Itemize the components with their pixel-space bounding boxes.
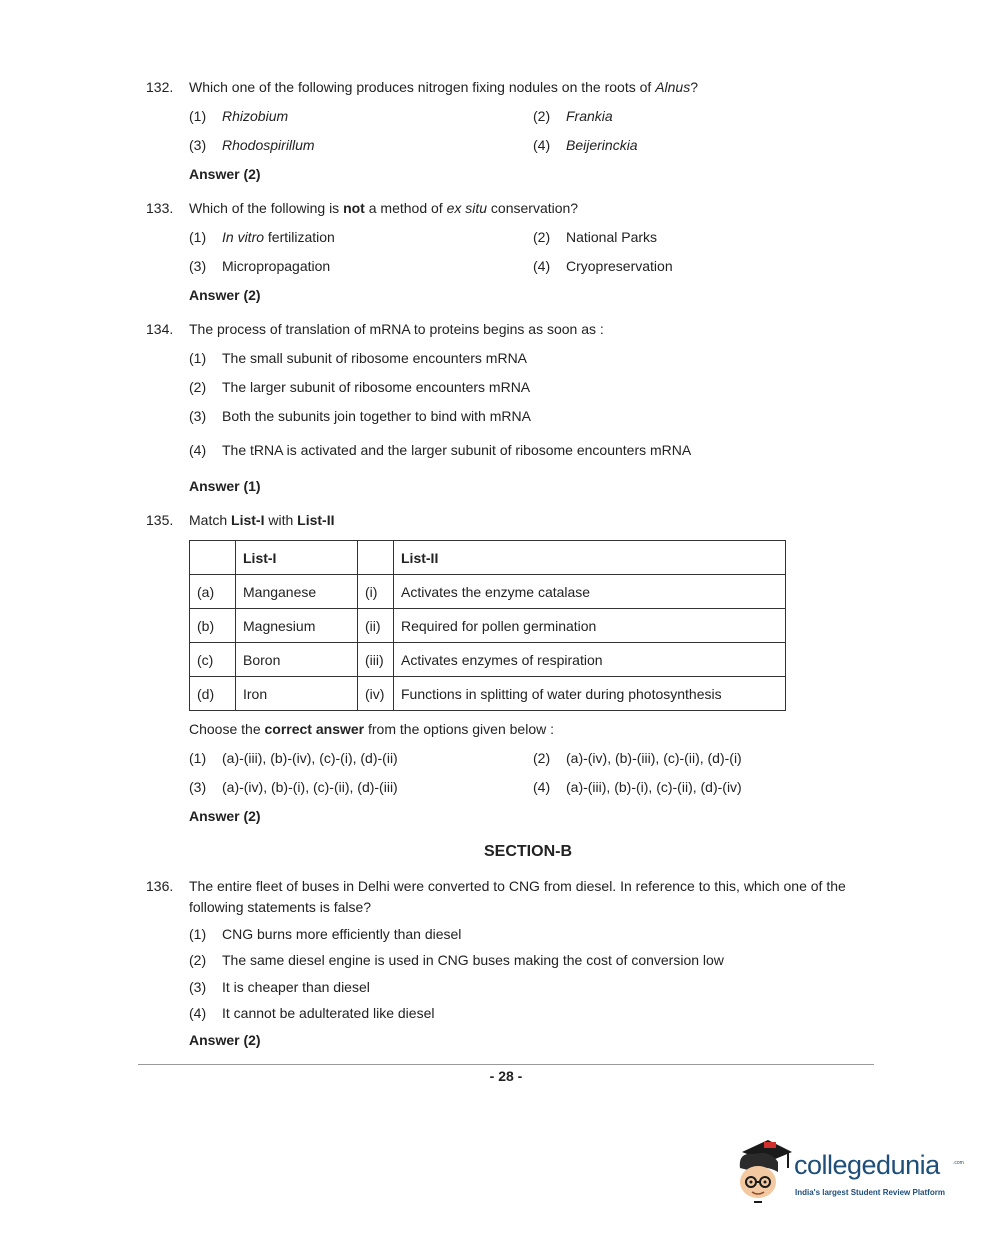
question-132-number: 132. — [146, 79, 174, 95]
question-133-number: 133. — [146, 200, 174, 216]
q133-option-4-number: (4) — [533, 258, 551, 274]
q134-option-4-text: The tRNA is activated and the larger subunit of ribosome encounters mRNA — [222, 442, 692, 458]
table-row — [190, 609, 786, 643]
q136-option-2-number: (2) — [189, 952, 207, 968]
logo-domain-suffix: .com — [953, 1160, 964, 1166]
q134-option-3-number: (3) — [189, 408, 207, 424]
q135-option-1-text: (a)-(iii), (b)-(iv), (c)-(i), (d)-(ii) — [222, 750, 398, 766]
question-134-number: 134. — [146, 321, 174, 337]
question-135-number: 135. — [146, 512, 174, 528]
q133-option-3-text: Micropropagation — [222, 258, 331, 274]
collegedunia-logo — [734, 1138, 964, 1208]
footer-divider — [138, 1064, 874, 1065]
q135-option-2-text: (a)-(iv), (b)-(iii), (c)-(ii), (d)-(i) — [566, 750, 742, 766]
q132-answer: Answer (2) — [189, 166, 261, 182]
q136-option-3-number: (3) — [189, 979, 207, 995]
section-heading: SECTION-B — [484, 843, 572, 860]
q136-option-3-text: It is cheaper than diesel — [222, 979, 370, 995]
row-label: (i) — [358, 575, 394, 609]
header-cell-list-2: List-II — [394, 541, 786, 575]
logo-wordmark: collegedunia — [794, 1150, 940, 1180]
q134-option-4-number: (4) — [189, 442, 207, 458]
q135-answer: Answer (2) — [189, 808, 261, 824]
q135-option-4-number: (4) — [533, 779, 551, 795]
q132-option-1-text: Rhizobium — [222, 108, 289, 124]
match-table-header-row — [190, 541, 786, 575]
q132-option-3-number: (3) — [189, 137, 207, 153]
question-136-text-line-2: following statements is false? — [189, 899, 372, 915]
q136-answer: Answer (2) — [189, 1032, 261, 1048]
row-label: (iv) — [358, 677, 394, 711]
row-label: (ii) — [358, 609, 394, 643]
list-2-item: Functions in splitting of water during photosynthesis — [394, 677, 786, 711]
q132-option-2-text: Frankia — [566, 108, 613, 124]
question-133-text: Which of the following is not a method of ex situ conservation? — [189, 200, 579, 216]
list-1-item: Iron — [236, 677, 358, 711]
table-row — [190, 677, 786, 711]
q135-option-3-number: (3) — [189, 779, 207, 795]
question-136-text-line-1: The entire fleet of buses in Delhi were converted to CNG from diesel. In reference to this, which one of the — [189, 878, 846, 894]
q136-option-1-text: CNG burns more efficiently than diesel — [222, 926, 462, 942]
q133-option-4-text: Cryopreservation — [566, 258, 673, 274]
header-cell-blank-1 — [190, 541, 236, 575]
list-1-item: Manganese — [236, 575, 358, 609]
q135-option-2-number: (2) — [533, 750, 551, 766]
q136-option-2-text: The same diesel engine is used in CNG buses making the cost of conversion low — [222, 952, 724, 968]
page-number: - 28 - — [489, 1068, 523, 1084]
list-2-item: Activates enzymes of respiration — [394, 643, 786, 677]
q132-option-4-number: (4) — [533, 137, 551, 153]
q133-answer: Answer (2) — [189, 287, 261, 303]
header-cell-list-1: List-I — [236, 541, 358, 575]
q135-instruction: Choose the correct answer from the options given below : — [189, 721, 554, 737]
list-1-item: Magnesium — [236, 609, 358, 643]
q134-option-3-text: Both the subunits join together to bind with mRNA — [222, 408, 531, 424]
row-label: (c) — [190, 643, 236, 677]
table-row — [190, 643, 786, 677]
q134-option-2-number: (2) — [189, 379, 207, 395]
row-label: (a) — [190, 575, 236, 609]
question-132-text: Which one of the following produces nitrogen fixing nodules on the roots of Alnus? — [189, 79, 699, 95]
mascot-icon — [734, 1138, 794, 1208]
match-table — [189, 540, 786, 711]
q132-option-1-number: (1) — [189, 108, 207, 124]
q133-option-3-number: (3) — [189, 258, 207, 274]
q133-option-1-number: (1) — [189, 229, 207, 245]
q135-option-3-text: (a)-(iv), (b)-(i), (c)-(ii), (d)-(iii) — [222, 779, 398, 795]
q134-option-1-text: The small subunit of ribosome encounters mRNA — [222, 350, 528, 366]
row-label: (d) — [190, 677, 236, 711]
table-row — [190, 575, 786, 609]
q136-option-4-text: It cannot be adulterated like diesel — [222, 1005, 435, 1021]
q134-answer: Answer (1) — [189, 478, 261, 494]
q132-option-2-number: (2) — [533, 108, 551, 124]
q133-option-2-number: (2) — [533, 229, 551, 245]
q134-option-1-number: (1) — [189, 350, 207, 366]
q135-option-1-number: (1) — [189, 750, 207, 766]
list-2-item: Required for pollen germination — [394, 609, 786, 643]
q135-option-4-text: (a)-(iii), (b)-(i), (c)-(ii), (d)-(iv) — [566, 779, 742, 795]
q132-option-3-text: Rhodospirillum — [222, 137, 315, 153]
list-2-item: Activates the enzyme catalase — [394, 575, 786, 609]
row-label: (iii) — [358, 643, 394, 677]
question-136-number: 136. — [146, 878, 174, 894]
q136-option-4-number: (4) — [189, 1005, 207, 1021]
question-135-text: Match List-I with List-II — [189, 512, 335, 528]
row-label: (b) — [190, 609, 236, 643]
logo-tagline: India's largest Student Review Platform — [795, 1188, 945, 1197]
list-1-item: Boron — [236, 643, 358, 677]
q133-option-2-text: National Parks — [566, 229, 658, 245]
q136-option-1-number: (1) — [189, 926, 207, 942]
q134-option-2-text: The larger subunit of ribosome encounters mRNA — [222, 379, 531, 395]
q132-option-4-text: Beijerinckia — [566, 137, 638, 153]
question-134-text: The process of translation of mRNA to proteins begins as soon as : — [189, 321, 604, 337]
header-cell-blank-2 — [358, 541, 394, 575]
q133-option-1-text: In vitro fertilization — [222, 229, 335, 245]
